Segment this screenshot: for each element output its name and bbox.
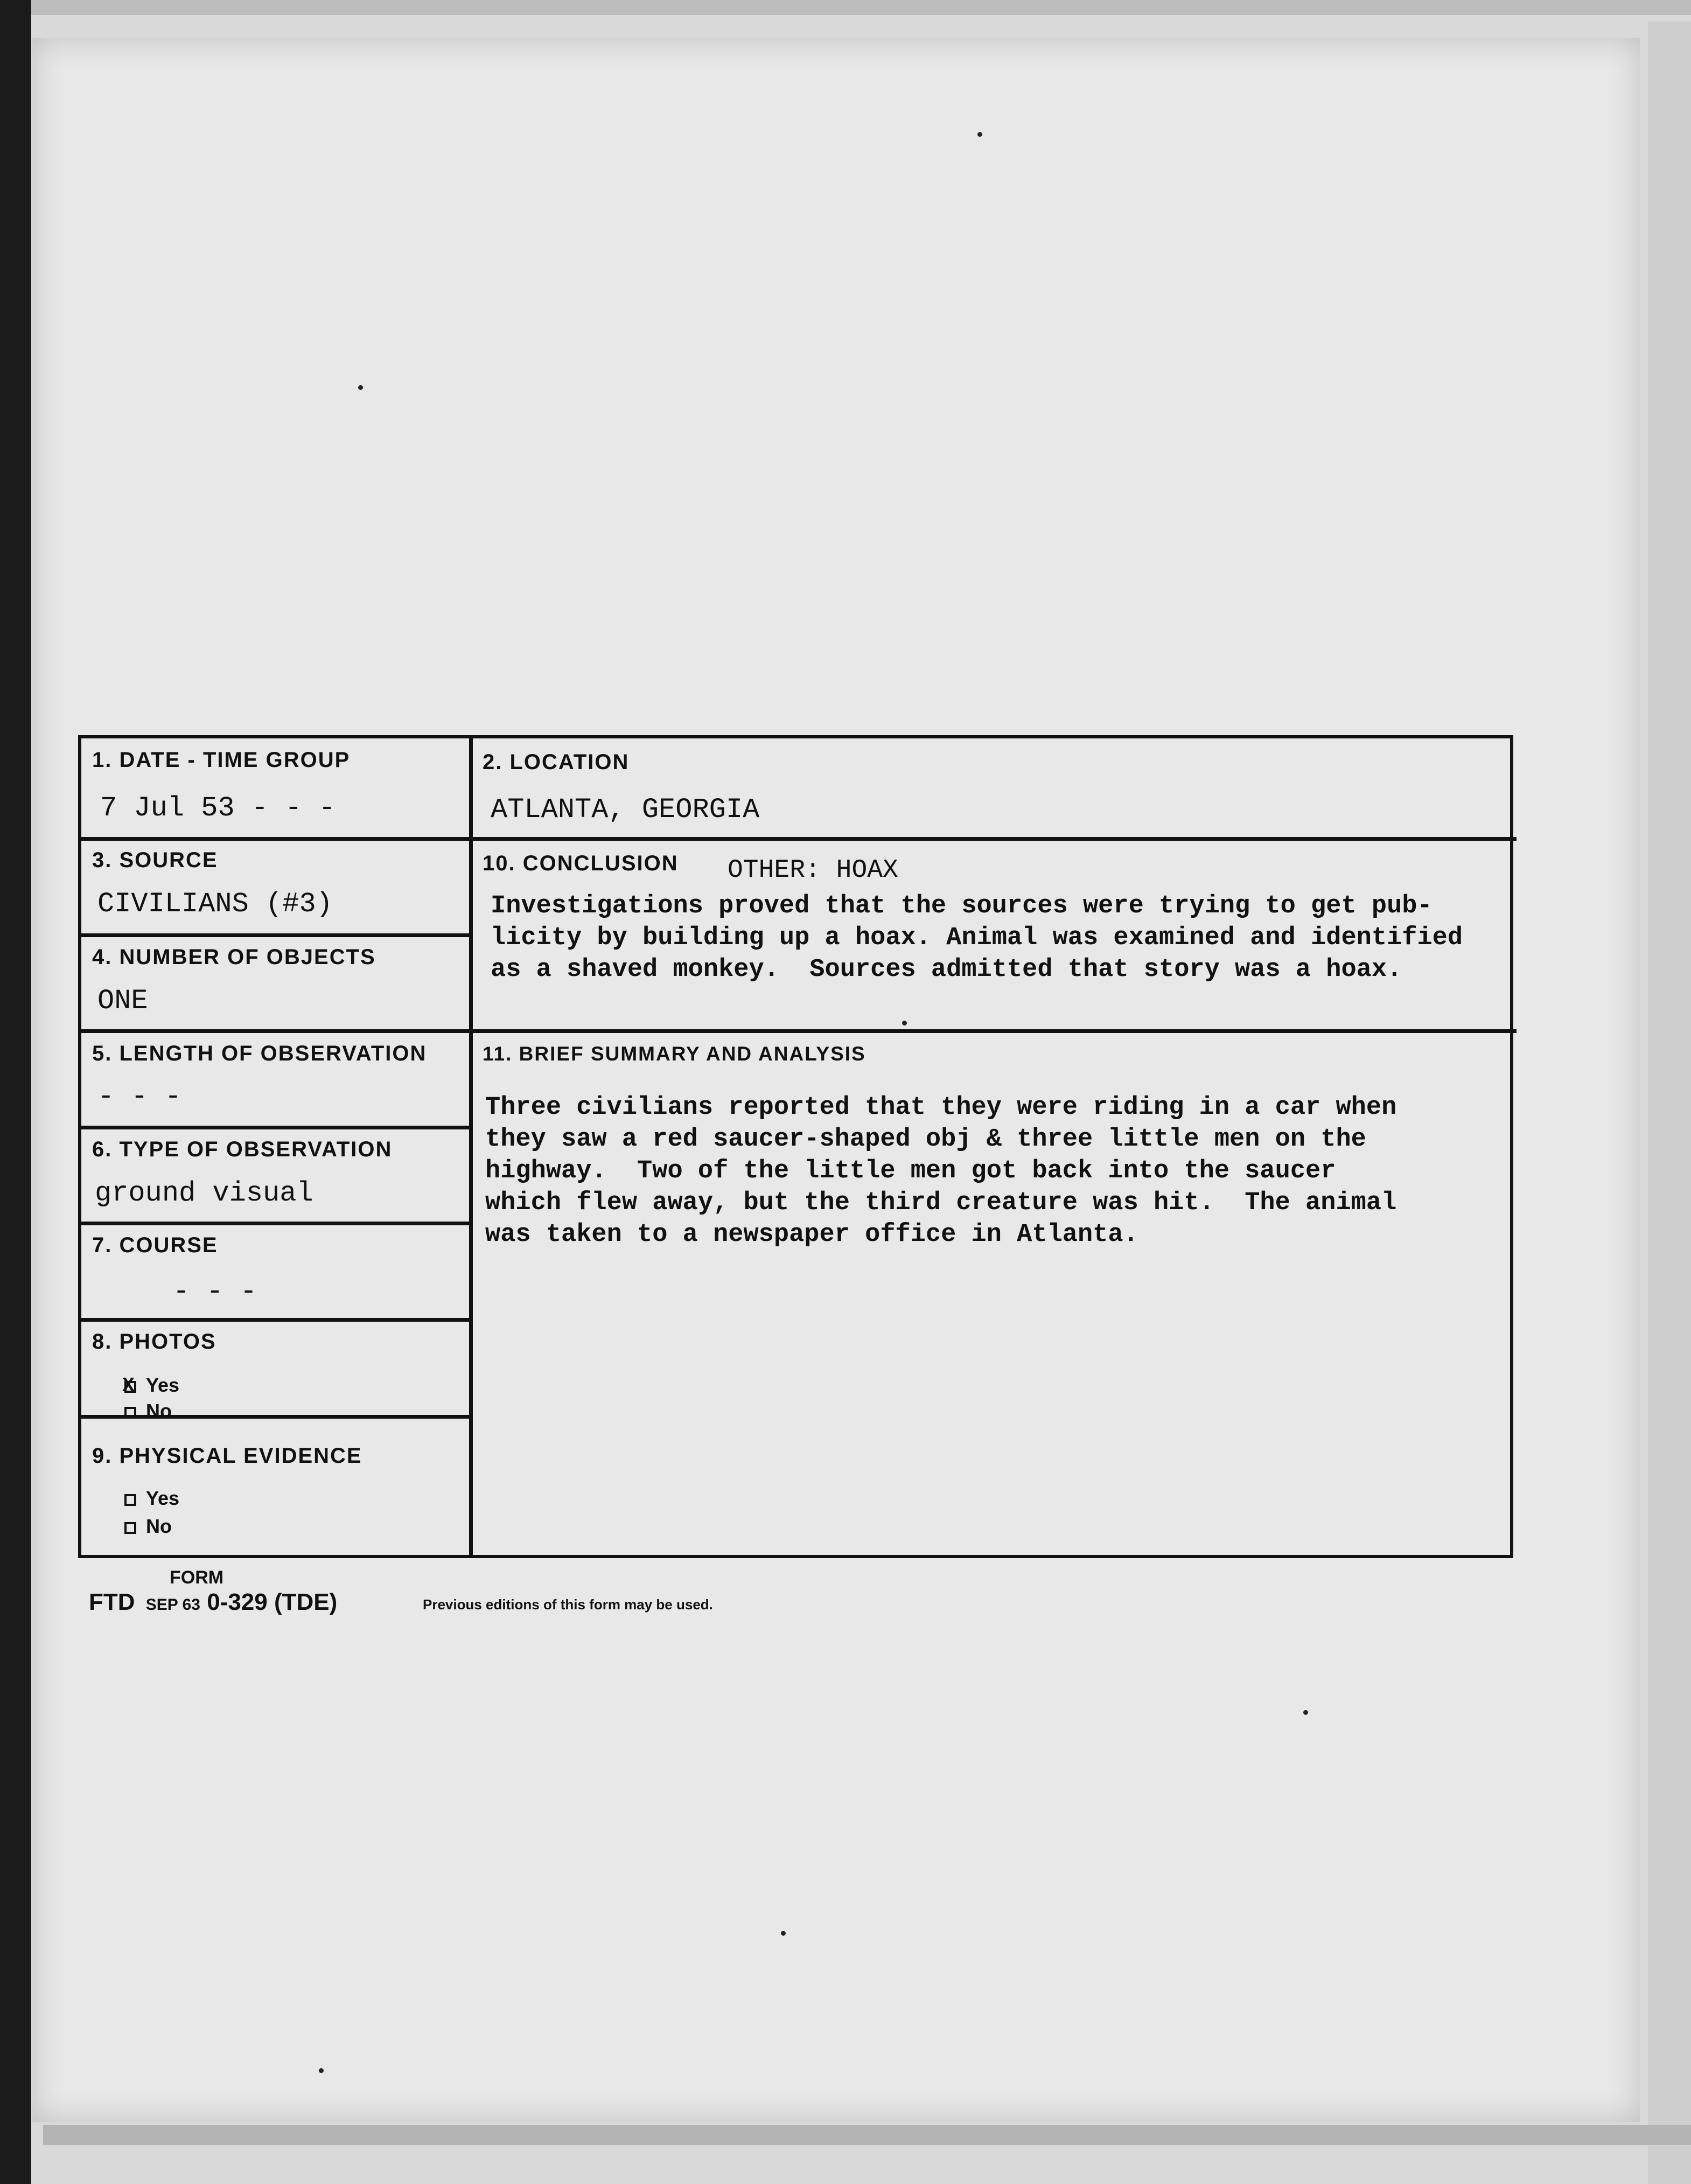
- number-of-objects-label: 4. NUMBER OF OBJECTS: [92, 945, 376, 969]
- summary-text: Three civilians reported that they were riding in a car when they saw a red saucer-shaped obj & three little men on the highway. Two of the little men got back into the saucer which flew away, but the third creature was hit. The animal was taken to a newspaper office in Atlanta.: [485, 1093, 1397, 1249]
- scan-top-edge: [0, 0, 1691, 15]
- footer-form-date: SEP 63: [145, 1596, 200, 1614]
- scan-speck: [319, 2068, 324, 2073]
- row-divider: [469, 837, 1517, 841]
- footer-note: Previous editions of this form may be used.: [423, 1596, 713, 1613]
- length-of-observation-label: 5. LENGTH OF OBSERVATION: [92, 1042, 427, 1065]
- scan-speck: [1303, 1710, 1308, 1715]
- scan-right-edge: [1648, 22, 1691, 2184]
- conclusion-label: 10. CONCLUSION: [483, 852, 679, 875]
- source-label: 3. SOURCE: [92, 848, 218, 872]
- photos-yes-option[interactable]: [124, 1374, 179, 1397]
- row-divider: [81, 1318, 469, 1322]
- conclusion-text: Investigations proved that the sources were trying to get pub- licity by building up a hoax. Animal was examined and identified as a shaved monkey. Sources admitted that story was a hoax.: [491, 892, 1463, 984]
- checkbox-checked-icon[interactable]: [124, 1381, 136, 1393]
- checkbox-icon[interactable]: [124, 1494, 136, 1506]
- photos-label: 8. PHOTOS: [92, 1330, 216, 1353]
- row-divider: [469, 1029, 1517, 1033]
- scan-bottom-edge: [43, 2125, 1691, 2145]
- physical-evidence-label: 9. PHYSICAL EVIDENCE: [92, 1444, 362, 1468]
- row-divider: [81, 1029, 469, 1033]
- row-divider: [81, 837, 469, 841]
- scan-speck: [902, 1021, 907, 1025]
- physical-evidence-no-option[interactable]: [124, 1515, 172, 1538]
- date-time-group-value: 7 Jul 53 - - -: [100, 792, 336, 824]
- scan-speck: [358, 385, 363, 390]
- location-label: 2. LOCATION: [483, 750, 630, 774]
- column-divider: [469, 738, 473, 1555]
- checkbox-icon[interactable]: [124, 1522, 136, 1534]
- footer-form-id: FTD: [89, 1589, 135, 1615]
- type-of-observation-value: ground visual: [95, 1177, 313, 1209]
- row-divider: [81, 1126, 469, 1129]
- physical-evidence-yes-option[interactable]: [124, 1487, 179, 1510]
- type-of-observation-label: 6. TYPE OF OBSERVATION: [92, 1138, 393, 1161]
- conclusion-category: OTHER: HOAX: [728, 856, 898, 885]
- summary-label: 11. BRIEF SUMMARY AND ANALYSIS: [483, 1043, 866, 1065]
- checkbox-icon[interactable]: [124, 1407, 136, 1419]
- physical-evidence-no-label: No: [146, 1515, 172, 1537]
- footer-form-number: [89, 1589, 337, 1616]
- photos-yes-label: Yes: [146, 1374, 180, 1396]
- footer-form-word: FORM: [170, 1567, 224, 1588]
- course-value: - - -: [173, 1276, 257, 1308]
- source-value: CIVILIANS (#3): [97, 888, 333, 920]
- row-divider: [81, 1222, 469, 1225]
- physical-evidence-yes-label: Yes: [146, 1487, 180, 1509]
- course-label: 7. COURSE: [92, 1233, 218, 1257]
- project-card-form: [78, 735, 1513, 1558]
- photos-no-label: No: [146, 1400, 172, 1422]
- scan-left-edge: [0, 0, 31, 2184]
- row-divider: [81, 933, 469, 937]
- photos-no-option[interactable]: [124, 1400, 172, 1422]
- location-value: ATLANTA, GEORGIA: [491, 794, 760, 826]
- number-of-objects-value: ONE: [97, 985, 148, 1017]
- date-time-group-label: 1. DATE - TIME GROUP: [92, 748, 351, 772]
- footer-form-code: 0-329 (TDE): [207, 1589, 338, 1615]
- scan-speck: [977, 132, 982, 137]
- scan-speck: [781, 1931, 786, 1936]
- length-of-observation-value: - - -: [97, 1081, 182, 1113]
